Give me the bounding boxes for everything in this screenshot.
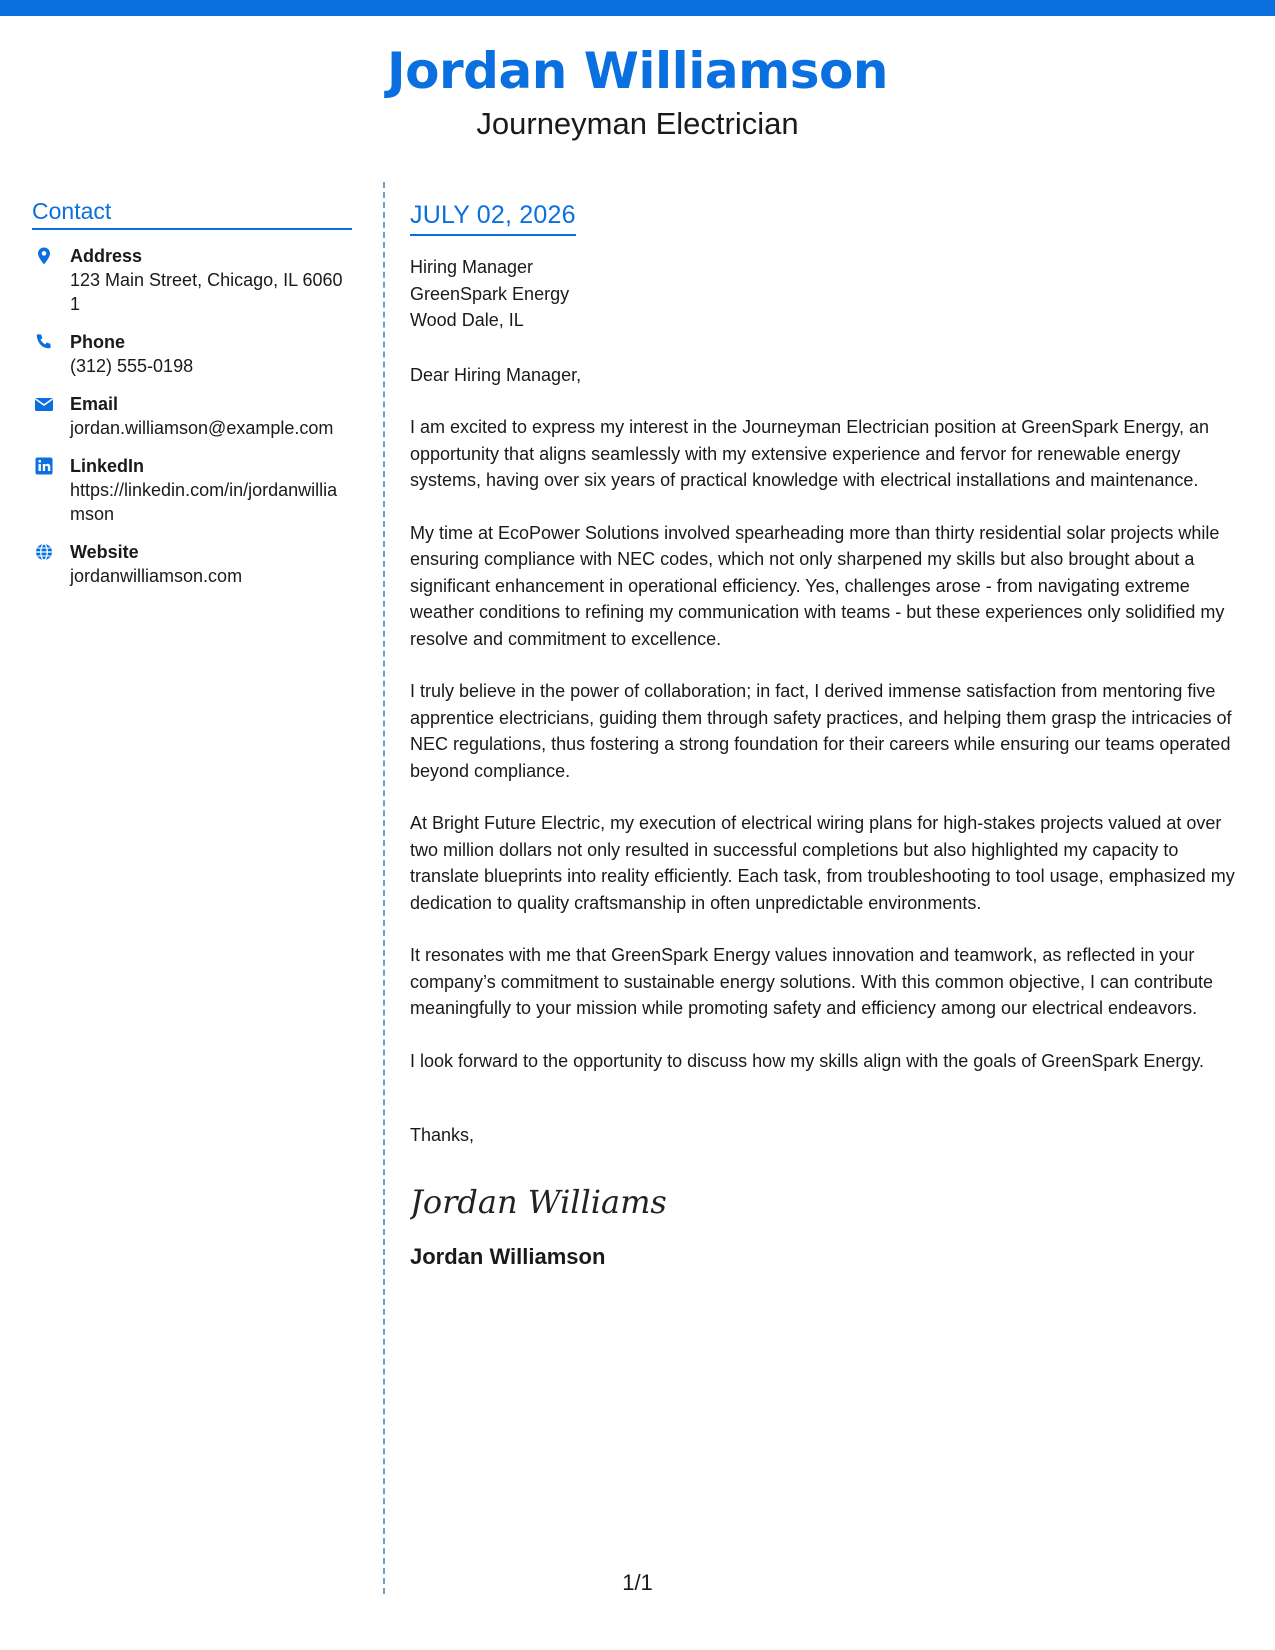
contact-phone (32, 330, 352, 378)
body-paragraph: I look forward to the opportunity to discuss how my skills align with the goals of GreenSpark Energy. (410, 1050, 1205, 1071)
signed-name: Jordan Williamson (410, 1243, 606, 1269)
signature-text: Jordan Williams (410, 1182, 667, 1221)
closing: Thanks, (410, 1125, 475, 1145)
address-label: Address (70, 246, 143, 266)
contact-heading: Contact (32, 196, 352, 230)
handwritten-signature (410, 1177, 1250, 1227)
phone-value: (312) 555-0198 (70, 356, 194, 376)
website-label: Website (70, 542, 139, 562)
website-value[interactable]: jordanwilliamson.com (70, 566, 243, 586)
column-divider (383, 182, 385, 1594)
signature-image (410, 1177, 680, 1227)
globe-icon (34, 542, 54, 562)
contact-website (32, 540, 352, 588)
email-label: Email (70, 394, 119, 414)
header (0, 38, 1275, 144)
phone-icon (34, 332, 54, 352)
linkedin-label: LinkedIn (70, 456, 145, 476)
candidate-name: Jordan Williamson (387, 42, 888, 100)
contact-linkedin (32, 454, 352, 526)
body-paragraph: It resonates with me that GreenSpark Energy values innovation and teamwork, as reflected in your company’s commitment to sustainable energy solutions. With this common objective, I can contribute meaningfully to your mission while promoting safety and efficiency among our electrical endeavors. (410, 945, 1214, 1018)
body-paragraph: At Bright Future Electric, my execution of electrical wiring plans for high-stakes projects valued at over two million dollars not only resulted in successful completions but also highlighted my capacity to translate blueprints into reality efficiently. Each task, from troubleshooting to tool usage, emphasized my dedication to quality craftsmanship in often unpredictable environments. (410, 813, 1235, 913)
salutation: Dear Hiring Manager, (410, 364, 582, 385)
body-paragraph: My time at EcoPower Solutions involved spearheading more than thirty residential solar projects while ensuring compliance with NEC codes, which not only sharpened my skills but also brought about a significant enhancement in operational efficiency. Yes, challenges arose - from navigating extreme weather conditions to refining my communication with teams - but these experiences only solidified my resolve and commitment to excellence. (410, 522, 1225, 649)
body-paragraph: I truly believe in the power of collaboration; in fact, I derived immense satisfaction from mentoring five apprentice electricians, guiding them through safety practices, and helping them grasp the intricacies of NEC regulations, thus fostering a strong foundation for their careers while ensuring our teams operated beyond compliance. (410, 681, 1232, 781)
letter-date: JULY 02, 2026 (410, 198, 576, 236)
phone-label: Phone (70, 332, 126, 352)
contact-address (32, 244, 352, 316)
body-paragraph: I am excited to express my interest in the Journeyman Electrician position at GreenSpark Energy, an opportunity that aligns seamlessly with my extensive experience and fervor for renewable energy systems, having over six years of practical knowledge with electrical installations and maintenance. (410, 417, 1210, 490)
recipient-block (410, 254, 1250, 334)
contact-sidebar (32, 196, 352, 588)
map-pin-icon (34, 246, 54, 266)
envelope-icon (34, 394, 54, 414)
page-number: 1/1 (622, 1570, 653, 1595)
top-accent-bar (0, 0, 1275, 16)
recipient-line: Wood Dale, IL (410, 310, 524, 330)
address-value: 123 Main Street, Chicago, IL 60601 (70, 270, 343, 314)
recipient-line: Hiring Manager (410, 257, 534, 277)
recipient-line: GreenSpark Energy (410, 283, 570, 304)
letter-body (410, 198, 1250, 1271)
contact-email (32, 392, 352, 440)
linkedin-value[interactable]: https://linkedin.com/in/jordanwilliamson (70, 480, 338, 524)
email-value: jordan.williamson@example.com (70, 418, 334, 438)
linkedin-icon (34, 456, 54, 476)
job-title: Journeyman Electrician (476, 106, 799, 141)
